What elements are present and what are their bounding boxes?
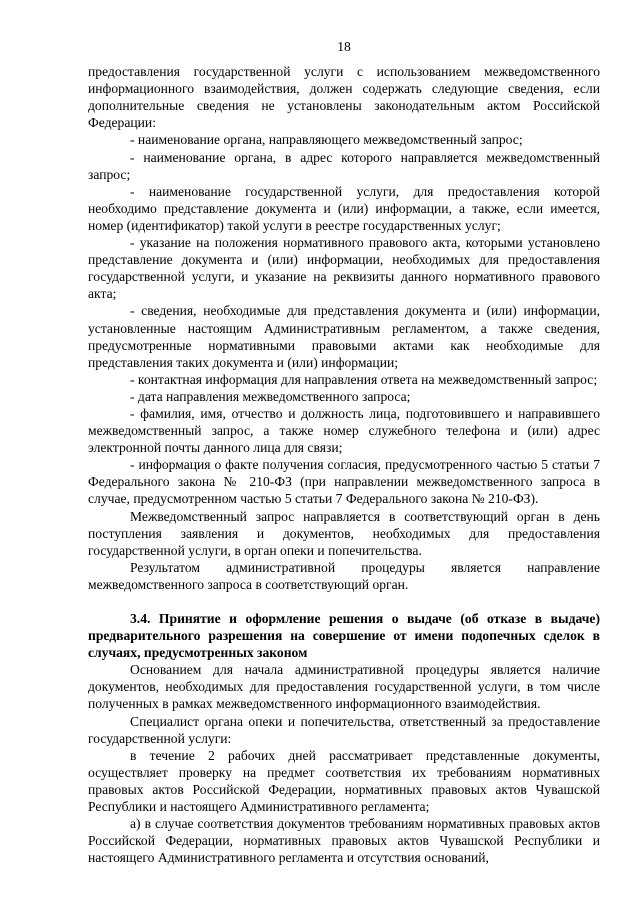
list-item: - наименование органа, направляющего межведомственный запрос; bbox=[130, 132, 523, 148]
list-item: - наименование государственной услуги, для предоставления которой необходимо представление документа и (или) информации, а также, если имеется, номер (идентификатор) такой услуги в реестре государственных услуг; bbox=[88, 183, 600, 233]
document-page bbox=[88, 38, 600, 866]
paragraph: Межведомственный запрос направляется в соответствующий орган в день поступления заявления и документов, необходимых для предоставления государственной услуги, в орган опеки и попечительства. bbox=[88, 508, 600, 558]
paragraph: а) в случае соответствия документов требованиям нормативных правовых актов Российской Федерации, нормативных правовых актов Чувашской Республики и настоящего Административного регламента и отсутствия оснований, bbox=[88, 816, 600, 866]
list-item: - наименование органа, в адрес которого направляется межведомственный запрос; bbox=[88, 149, 600, 182]
paragraph: предоставления государственной услуги с использованием межведомственного информационного взаимодействия, должен содержать следующие сведения, если дополнительные сведения не установлены законодательным актом Российской Федерации: bbox=[88, 64, 600, 131]
list-item: - информация о факте получения согласия, предусмотренного частью 5 статьи 7 Федерального закона № 210-ФЗ (при направлении межведомственного запроса в случае, предусмотренном частью 5 статьи 7 Федерального закона № 210-ФЗ). bbox=[88, 457, 600, 507]
list-item: - дата направления межведомственного запроса; bbox=[130, 388, 411, 404]
page-number: 18 bbox=[337, 39, 351, 54]
list-item: - контактная информация для направления ответа на межведомственный запрос; bbox=[130, 371, 598, 387]
paragraph: Основанием для начала административной процедуры является наличие документов, необходимых для предоставления государственной услуги, в том числе полученных в рамках межведомственного информационного взаимодействия. bbox=[88, 662, 600, 712]
paragraph: Результатом административной процедуры является направление межведомственного запроса в соответствующий орган. bbox=[88, 559, 600, 592]
list-item: - сведения, необходимые для представления документа и (или) информации, установленные настоящим Административным регламентом, а также сведения, предусмотренные нормативными правовыми актами как необходимые для представления таких документа и (или) информации; bbox=[88, 303, 600, 370]
paragraph: в течение 2 рабочих дней рассматривает представленные документы, осуществляет проверку на предмет соответствия их требованиям нормативных правовых актов Российской Федерации, нормативных правовых актов Чувашской Республики и настоящего Административного регламента; bbox=[88, 747, 600, 815]
section-heading: 3.4. Принятие и оформление решения о выдаче (об отказе в выдаче) предварительного разрешения на совершение от имени подопечных сделок в случаях, предусмотренных законом bbox=[88, 611, 600, 661]
list-item: - фамилия, имя, отчество и должность лица, подготовившего и направившего межведомственный запрос, а также номер служебного телефона и (или) адрес электронной почты данного лица для связи; bbox=[88, 405, 600, 456]
list-item: - указание на положения нормативного правового акта, которыми установлено представление документа и (или) информации, необходимых для предоставления государственной услуги, и указание на реквизиты данного нормативного правового акта; bbox=[88, 235, 600, 302]
paragraph: Специалист органа опеки и попечительства, ответственный за предоставление государственной услуги: bbox=[88, 713, 600, 746]
